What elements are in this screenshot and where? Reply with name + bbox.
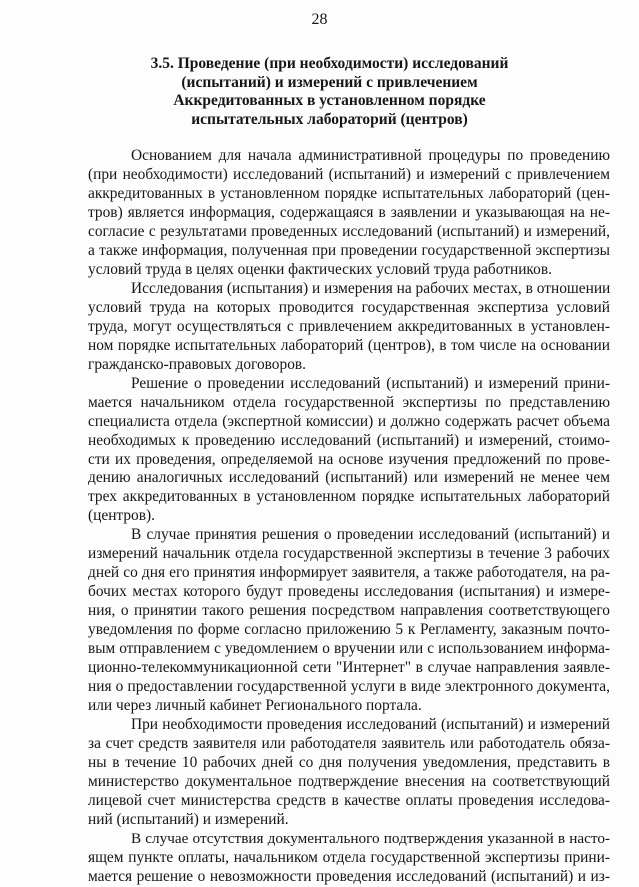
section-title-line: (испытаний) и измерений с привлечением <box>181 73 478 91</box>
text-line: аккредитованных в установленном порядке испытательных лабораторий (цен- <box>88 184 610 202</box>
text-line: специалиста отдела (экспертной комиссии) и должно содержать расчет объема <box>88 412 610 430</box>
section-title-line: Аккредитованных в установленном порядке <box>173 92 486 110</box>
text-line: дней со дня его принятия информирует заявителя, а также работодателя, на ра- <box>88 564 610 582</box>
text-line: министерство документальное подтверждение внесения на соответствующий <box>88 772 610 790</box>
text-line: а также информация, полученная при проведении государственной экспертизы <box>88 241 610 259</box>
text-line: ящем пункте оплаты, начальником отдела государственной экспертизы прини- <box>88 848 610 866</box>
paragraph <box>88 375 610 527</box>
text-line: дению аналогичных исследований (испытаний) или измерений не менее чем <box>88 469 610 487</box>
text-line: сти их проведения, определяемой на основе изучения предложений по прове- <box>88 450 610 468</box>
paragraph <box>88 147 610 280</box>
text-line: условий труда на которых проводится государственная экспертиза условий <box>88 298 610 316</box>
text-line: за счет средств заявителя или работодателя заявитель или работодатель обяза- <box>88 735 610 753</box>
text-line: бочих местах которого будут проведены исследования (испытания) и измере- <box>88 583 610 601</box>
text-line: трех аккредитованных в установленном порядке испытательных лабораторий <box>88 488 610 506</box>
section-title-line: 3.5. Проведение (при необходимости) исследований <box>150 55 509 72</box>
text-line: ния о предоставлении государственной услуги в виде электронного документа, <box>88 678 610 696</box>
text-line: вым отправлением с уведомлением о вручении или с использованием информа- <box>88 640 610 658</box>
text-line: ний (испытаний) и измерений. <box>88 810 289 828</box>
text-line: ционно-телекоммуникационной сети "Интернет" в случае направления заявле- <box>88 659 610 677</box>
page-number: 28 <box>311 11 328 28</box>
text-line: уведомления по форме согласно приложению 5 к Регламенту, заказным почто- <box>88 621 610 639</box>
text-line: ном порядке испытательных лабораторий (центров), в том числе на основании <box>88 336 610 354</box>
text-line: необходимых к проведению исследований (испытаний) и измерений, стоимо- <box>88 431 610 449</box>
text-line: условий труда в целях оценки фактических условий труда работников. <box>88 260 552 278</box>
section-title <box>100 55 559 129</box>
text-line: Основанием для начала административной процедуры по проведению <box>131 147 610 164</box>
text-line: мается решение о невозможности проведения исследований (испытаний) и из- <box>88 867 610 885</box>
text-line: лицевой счет министерства средств в качестве оплаты проведения исследова- <box>88 791 610 809</box>
text-line: В случае принятия решения о проведении исследований (испытаний) и <box>131 526 610 544</box>
text-line: измерений начальник отдела государственной экспертизы в течение 3 рабочих <box>88 545 610 563</box>
body-text <box>88 147 610 887</box>
paragraph <box>88 716 610 830</box>
text-line: ны в течение 10 рабочих дней со дня получения уведомления, представить в <box>88 754 610 771</box>
text-line: гражданско-правовых договоров. <box>88 355 307 373</box>
text-line: или через личный кабинет Регионального портала. <box>88 697 422 715</box>
text-line: При необходимости проведения исследований (испытаний) и измерений <box>131 716 610 734</box>
section-title-line: испытательных лабораторий (центров) <box>191 110 468 128</box>
text-line: согласие с результатами проведенных исследований (испытаний) и измерений, <box>88 222 610 240</box>
paragraph <box>88 830 610 887</box>
text-line: Исследования (испытания) и измерения на рабочих местах, в отношении <box>131 279 611 297</box>
text-line: ния, о принятии такого решения посредством направления соответствующего <box>88 602 610 620</box>
text-line: В случае отсутствия документального подтверждения указанной в насто- <box>131 829 610 847</box>
paragraph <box>88 280 610 375</box>
text-line: труда, могут осуществляться с привлечением аккредитованных в установлен- <box>88 317 610 335</box>
text-line: мается начальником отдела государственной экспертизы по представлению <box>88 393 610 411</box>
text-line: тров) является информация, содержащаяся в заявлении и указывающая на не- <box>88 203 610 221</box>
text-line: Решение о проведении исследований (испытаний) и измерений прини- <box>131 374 610 392</box>
paragraph <box>88 526 610 716</box>
text-line: (при необходимости) исследований (испытаний) и измерений с привлечением <box>88 165 610 183</box>
text-line: (центров). <box>88 507 155 525</box>
